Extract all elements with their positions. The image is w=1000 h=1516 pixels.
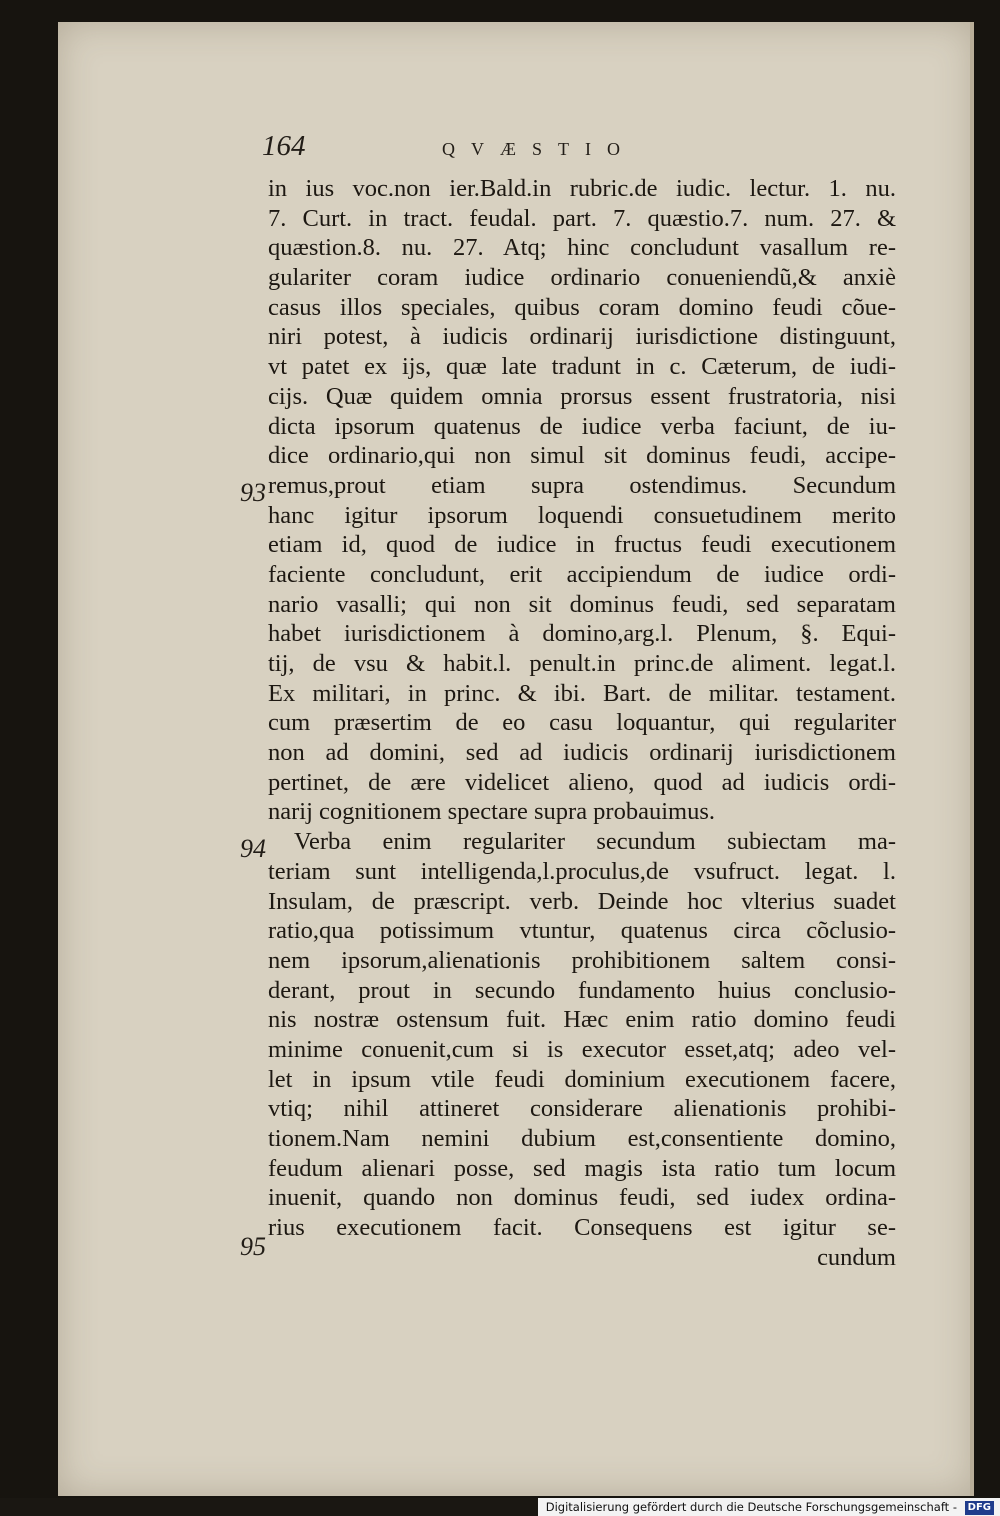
text-line: etiam id, quod de iudice in fructus feudi executionem <box>268 531 896 559</box>
body-text <box>268 174 896 1272</box>
text-line: gulariter coram iudice ordinario conueniendũ,& anxiè <box>268 264 896 292</box>
text-line: Insulam, de præscript. verb. Deinde hoc vlterius suadet <box>268 887 896 915</box>
page-header <box>262 128 892 168</box>
credit-text: Digitalisierung gefördert durch die Deutsche Forschungsgemeinschaft - <box>545 1500 957 1514</box>
text-line: vt patet ex ijs, quæ late tradunt in c. Cæterum, de iudi- <box>268 353 896 381</box>
margin-note: 93 <box>240 478 266 507</box>
text-line: minime conuenit,cum si is executor esset,atq; adeo vel- <box>268 1035 896 1063</box>
text-line: nem ipsorum,alienationis prohibitionem saltem consi- <box>268 946 896 974</box>
text-line: quæstion.8. nu. 27. Atq; hinc concludunt vasallum re- <box>268 234 896 262</box>
text-line: in ius voc.non ier.Bald.in rubric.de iudic. lectur. 1. nu. <box>268 175 896 202</box>
text-line: nario vasalli; qui non sit dominus feudi, sed separatam <box>268 590 896 618</box>
running-head: QVÆSTIO <box>442 139 637 159</box>
text-line: nis nostræ ostensum fuit. Hæc enim ratio domino feudi <box>268 1006 896 1034</box>
page-number: 164 <box>262 130 306 162</box>
digitization-credit <box>538 1498 1000 1516</box>
text-line: ratio,qua potissimum vtuntur, quatenus circa cõclusio- <box>268 917 896 945</box>
text-line: narij cognitionem spectare supra probauimus. <box>268 798 715 826</box>
text-line: teriam sunt intelligenda,l.proculus,de vsufruct. legat. l. <box>268 857 896 885</box>
text-line: hanc igitur ipsorum loquendi consuetudinem merito <box>268 501 896 529</box>
text-line: feudum alienari posse, sed magis ista ratio tum locum <box>268 1154 896 1182</box>
page-edge <box>970 22 974 1496</box>
text-line: Ex militari, in princ. & ibi. Bart. de militar. testament. <box>268 679 896 707</box>
text-line: rius executionem facit. Consequens est igitur se- <box>268 1214 896 1242</box>
text-line: derant, prout in secundo fundamento huius conclusio- <box>268 976 896 1004</box>
text-line: cijs. Quæ quidem omnia prorsus essent frustratoria, nisi <box>268 382 896 410</box>
text-line: dice ordinario,qui non simul sit dominus feudi, accipe- <box>268 442 896 470</box>
catchword: cundum <box>817 1243 896 1271</box>
text-line: tionem.Nam nemini dubium est,consentiente domino, <box>268 1125 896 1152</box>
text-line: Verba enim regulariter secundum subiectam ma- <box>294 828 896 856</box>
margin-note: 95 <box>240 1232 266 1261</box>
text-line: casus illos speciales, quibus coram domino feudi cõue- <box>268 293 896 321</box>
text-line: habet iurisdictionem à domino,arg.l. Plenum, §. Equi- <box>268 620 896 648</box>
text-line: faciente concludunt, erit accipiendum de iudice ordi- <box>268 560 896 588</box>
text-line: pertinet, de ære videlicet alieno, quod ad iudicis ordi- <box>268 768 896 796</box>
text-line: 7. Curt. in tract. feudal. part. 7. quæstio.7. num. 27. & <box>268 204 896 232</box>
text-line: tij, de vsu & habit.l. penult.in princ.de aliment. legat.l. <box>268 650 896 677</box>
text-line: remus,prout etiam supra ostendimus. Secundum <box>268 471 896 499</box>
margin-note: 94 <box>240 834 266 863</box>
text-line: cum præsertim de eo casu loquantur, qui regulariter <box>268 709 896 737</box>
text-line: let in ipsum vtile feudi dominium executionem facere, <box>268 1065 896 1093</box>
text-line: inuenit, quando non dominus feudi, sed iudex ordina- <box>268 1184 896 1212</box>
text-line: dicta ipsorum quatenus de iudice verba faciunt, de iu- <box>268 412 896 440</box>
margin-notes <box>232 0 272 1400</box>
text-line: vtiq; nihil attineret considerare alienationis prohibi- <box>268 1095 896 1123</box>
text-line: niri potest, à iudicis ordinarij iurisdictione distinguunt, <box>268 323 896 351</box>
text-line: non ad domini, sed ad iudicis ordinarij iurisdictionem <box>268 739 896 767</box>
dfg-logo: DFG <box>965 1501 994 1515</box>
